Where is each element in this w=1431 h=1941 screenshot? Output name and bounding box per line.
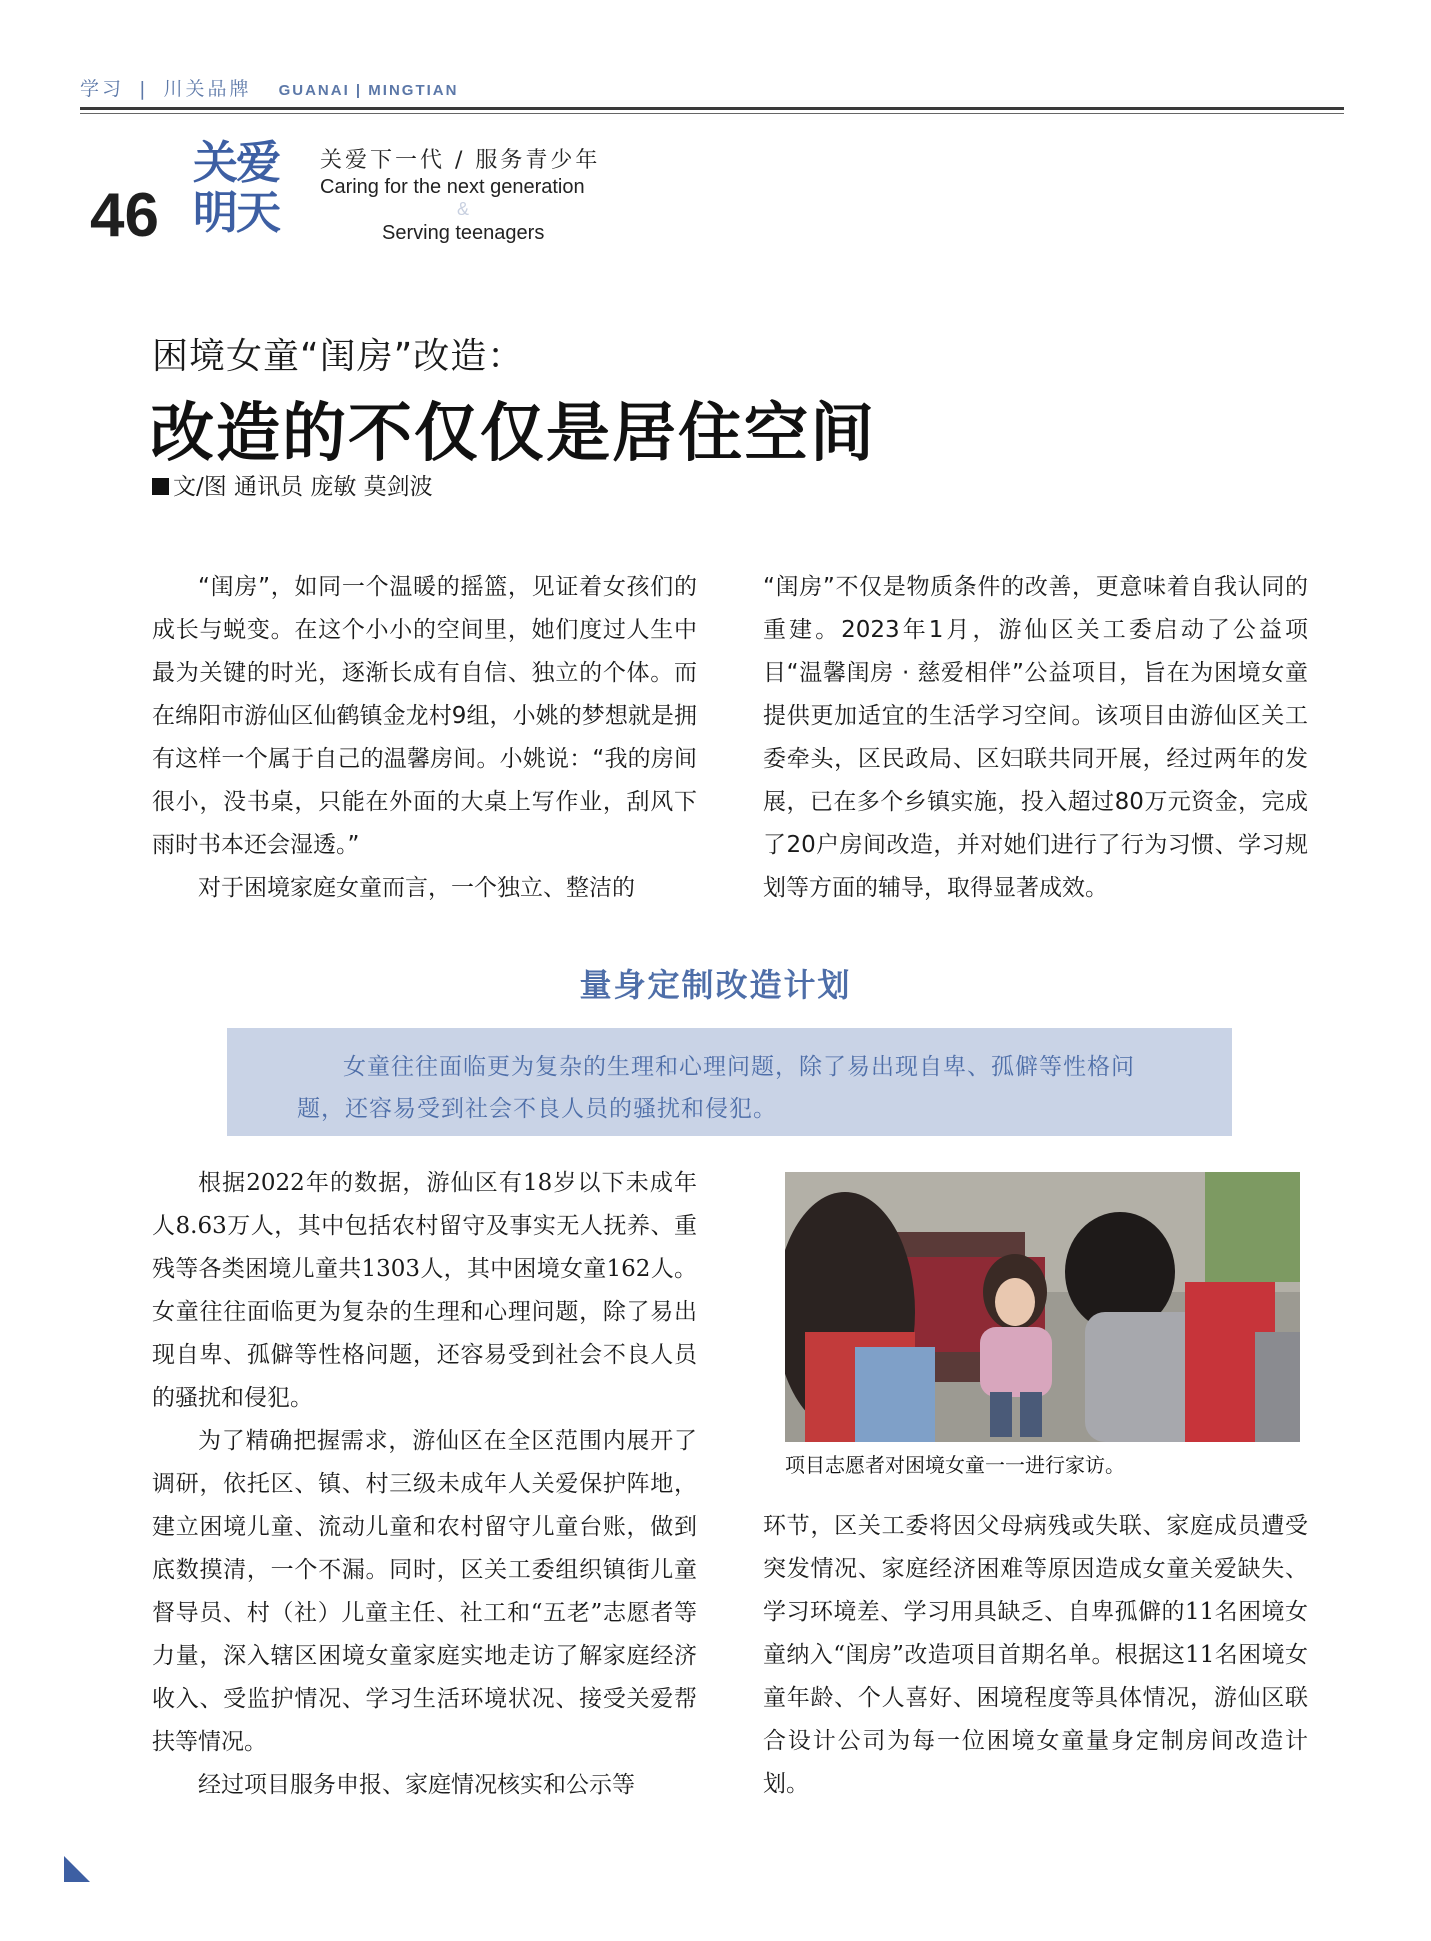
body-column-left (152, 1162, 697, 1807)
body-paragraph-3-start: 经过项目服务申报、家庭情况核实和公示等 (198, 1772, 635, 1798)
article-headline: 改造的不仅仅是居住空间 (150, 396, 876, 471)
column-slogan: 关爱下一代 / 服务青少年 (320, 148, 601, 173)
header-rule-thin (80, 113, 1344, 114)
column-english-line2: Serving teenagers (382, 222, 545, 244)
byline-text: 文/图 通讯员 庞敏 莫剑波 (173, 474, 433, 500)
pull-quote-box (227, 1028, 1232, 1136)
body-paragraph-2: 为了精确把握需求，游仙区在全区范围内展开了调研，依托区、镇、村三级未成年人关爱保护阵地，建立困境儿童、流动儿童和农村留守儿童台账，做到底数摸清，一个不漏。同时，区关工委组织镇街儿童督导员、村（社）儿童主任、社工和“五老”志愿者等力量，深入辖区困境女童家庭实地走访了解家庭经济收入、受监护情况、学习生活环境状况、接受关爱帮扶等情况。 (152, 1428, 697, 1755)
intro-paragraph-2-continued: “闺房”不仅是物质条件的改善，更意味着自我认同的重建。2023年1月，游仙区关工委启动了公益项目“温馨闺房 · 慈爱相伴”公益项目，旨在为困境女童提供更加适宜的生活学习空间。该项目由游仙区关工委牵头，区民政局、区妇联共同开展，经过两年的发展，已在多个乡镇实施，投入超过80万元资金，完成了20户房间改造，并对她们进行了行为习惯、学习规划等方面的辅导，取得显著成效。 (763, 574, 1308, 901)
body-paragraph-3-continued: 环节，区关工委将因父母病残或失联、家庭成员遭受突发情况、家庭经济困难等原因造成女童关爱缺失、学习环境差、学习用具缺乏、自卑孤僻的11名困境女童纳入“闺房”改造项目首期名单。根据这11名困境女童年龄、个人喜好、困境程度等具体情况，游仙区联合设计公司为每一位困境女童量身定制房间改造计划。 (763, 1513, 1308, 1797)
body-paragraph-1: 根据2022年的数据，游仙区有18岁以下未成年人8.63万人，其中包括农村留守及事实无人抚养、重残等各类困境儿童共1303人，其中困境女童162人。女童往往面临更为复杂的生理和心理问题，除了易出现自卑、孤僻等性格问题，还容易受到社会不良人员的骚扰和侵犯。 (152, 1170, 697, 1411)
pull-quote-text: 女童往往面临更为复杂的生理和心理问题，除了易出现自卑、孤僻等性格问题，还容易受到社会不良人员的骚扰和侵犯。 (297, 1054, 1135, 1122)
section-heading: 量身定制改造计划 (579, 966, 852, 1004)
column-title: 关爱明天 (193, 136, 280, 239)
article-byline (152, 468, 433, 501)
photo-caption: 项目志愿者对困境女童一一进行家访。 (785, 1453, 1125, 1477)
header-brand: 川关品牌 (163, 78, 252, 100)
column-english-line1: Caring for the next generation (320, 176, 585, 198)
intro-paragraph-2-start: 对于困境家庭女童而言，一个独立、整洁的 (198, 875, 635, 901)
corner-triangle-icon (64, 1856, 90, 1886)
running-header (80, 74, 458, 101)
byline-square-icon (152, 478, 169, 495)
intro-column-right (763, 566, 1308, 910)
intro-paragraph-1: “闺房”，如同一个温暖的摇篮，见证着女孩们的成长与蜕变。在这个小小的空间里，她们度过人生中最为关键的时光，逐渐长成有自信、独立的个体。而在绵阳市游仙区仙鹤镇金龙村9组，小姚的梦想就是拥有这样一个属于自己的温馨房间。小姚说：“我的房间很小，没书桌，只能在外面的大桌上写作业，刮风下雨时书本还会湿透。” (152, 574, 697, 858)
article-kicker: 困境女童“闺房”改造： (152, 336, 525, 377)
column-ampersand: & (457, 199, 470, 219)
page-number: 46 (90, 181, 159, 250)
body-column-right (763, 1505, 1308, 1806)
header-english: GUANAI | MINGTIAN (278, 82, 459, 99)
photo-home-visit-illustration (785, 1172, 1300, 1442)
header-rule-thick (80, 107, 1344, 110)
header-separator: | (139, 78, 149, 100)
header-section: 学习 (80, 78, 125, 100)
article-photo (785, 1172, 1300, 1442)
intro-column-left (152, 566, 697, 910)
